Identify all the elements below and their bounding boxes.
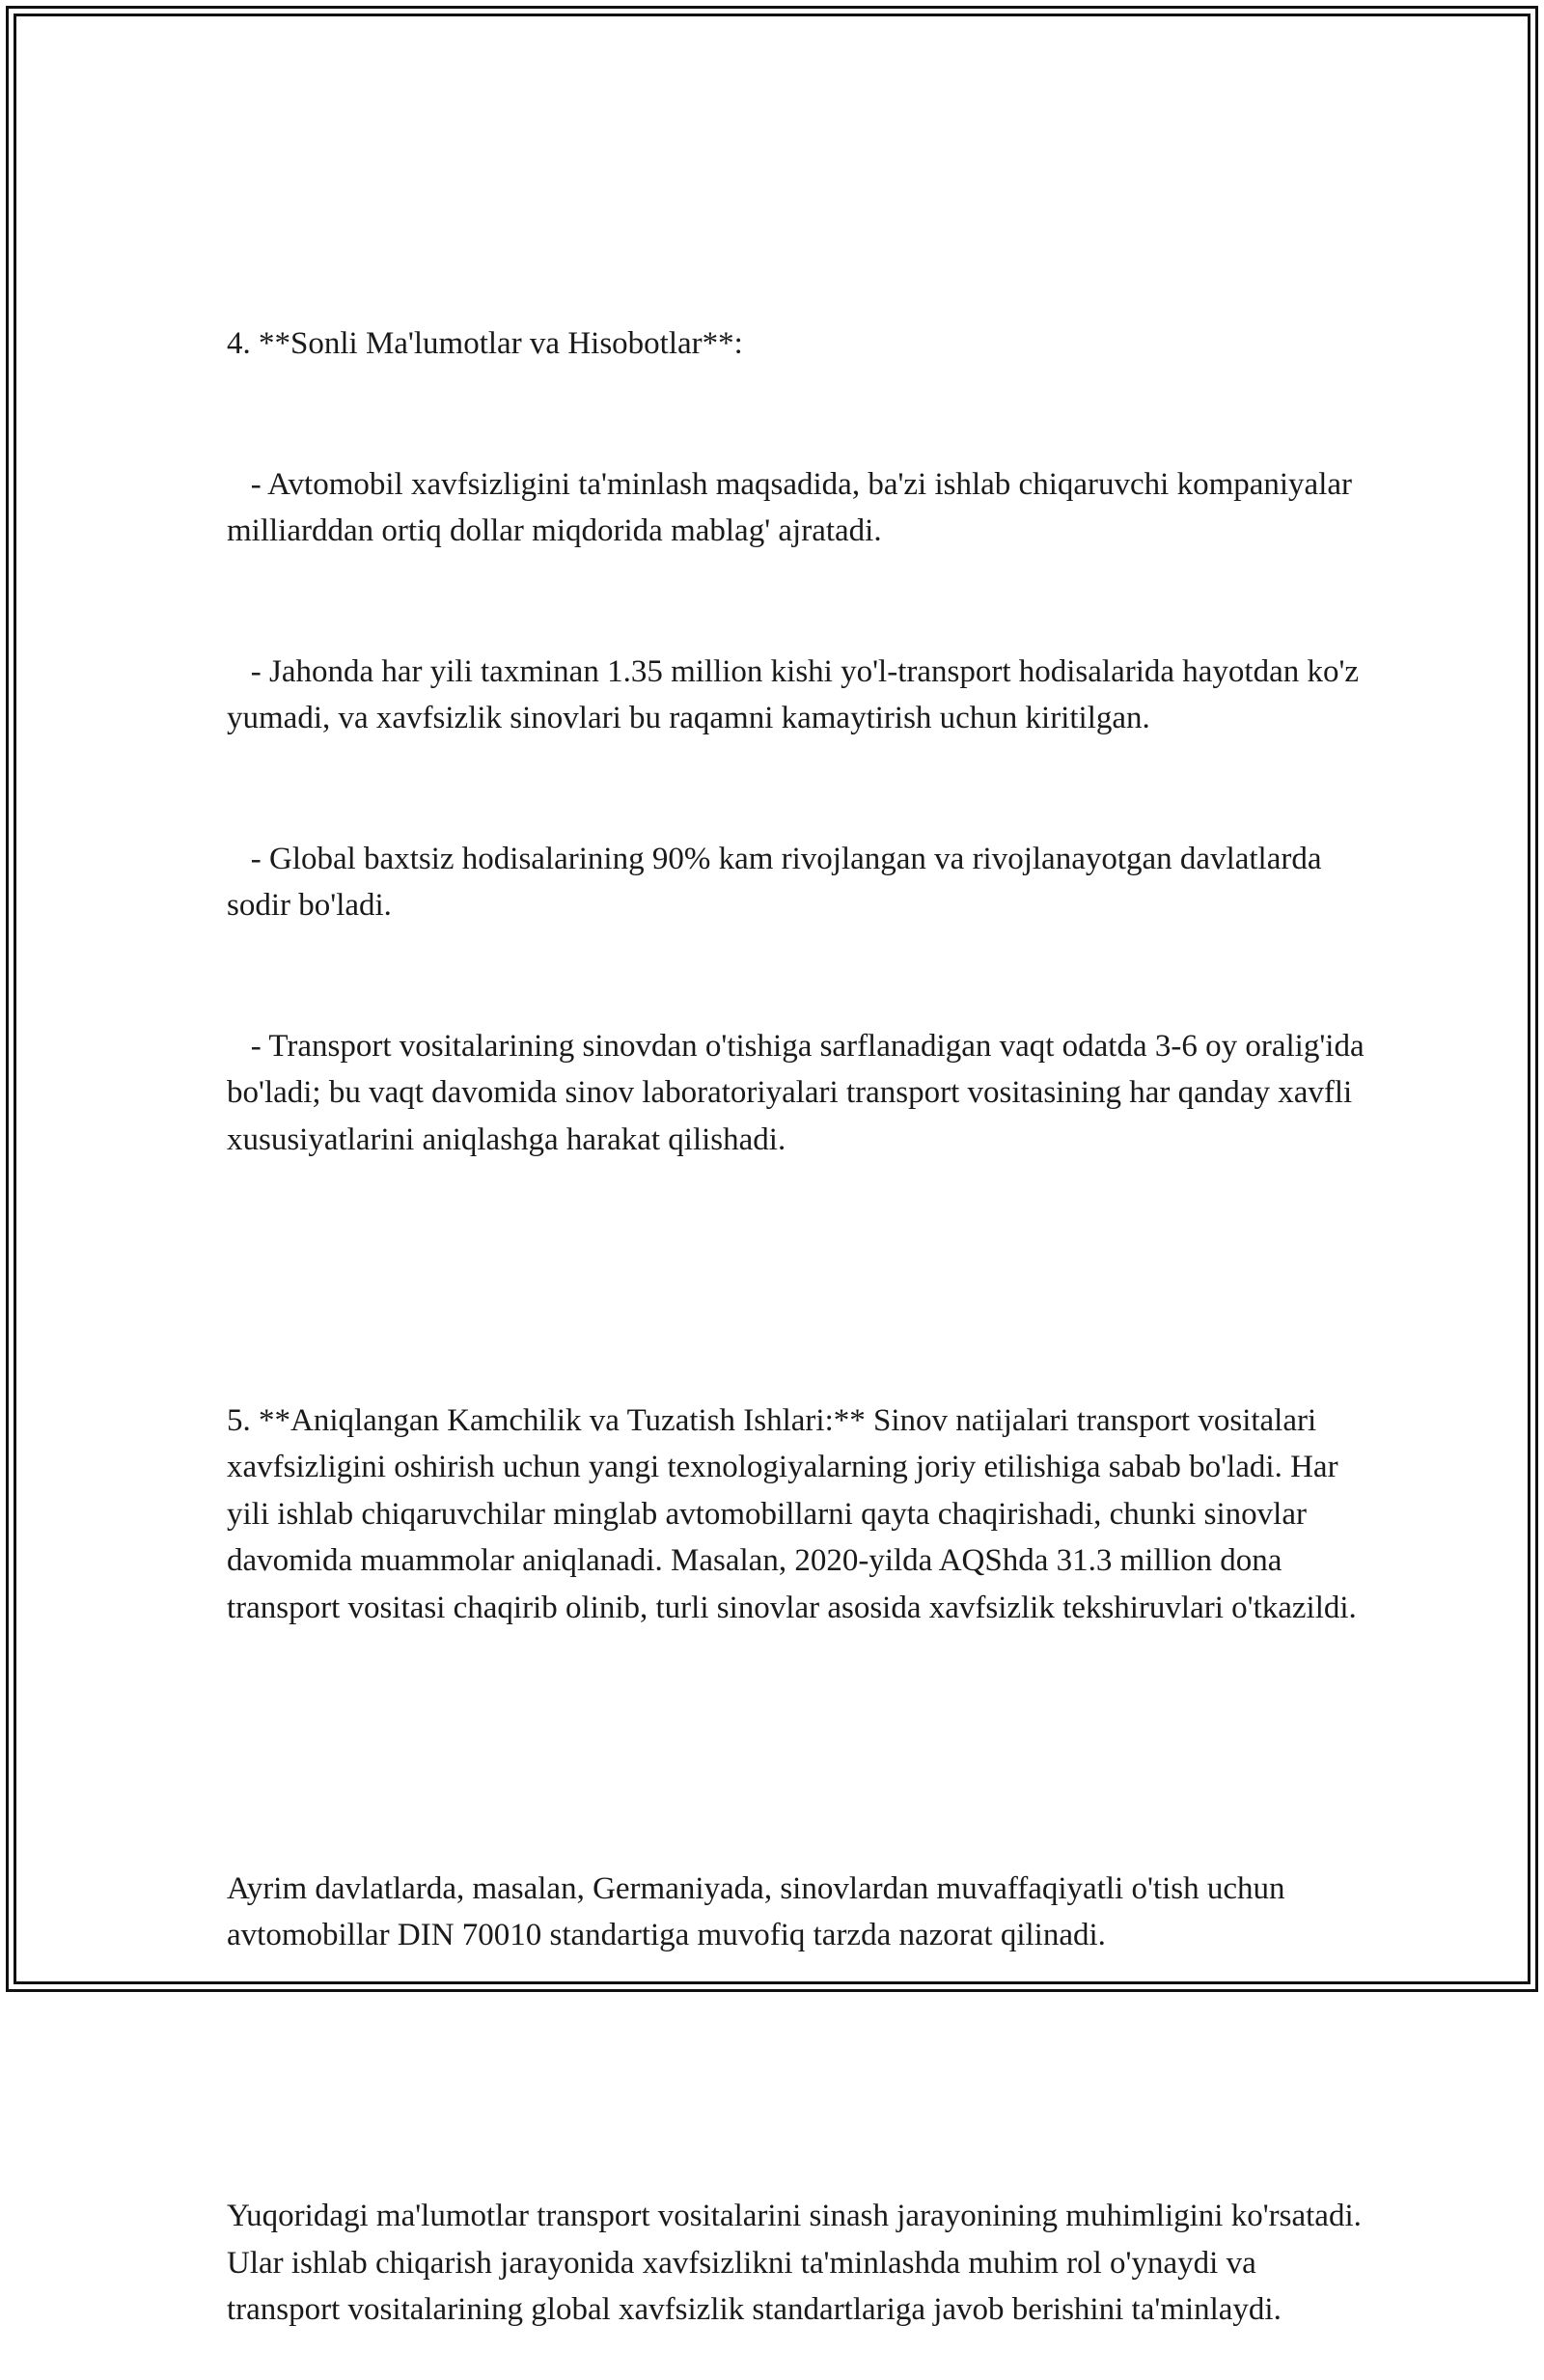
- section-4-bullet-3: - Global baxtsiz hodisalarining 90% kam rivojlangan va rivojlanayotgan davlatlarda sodir bo'ladi.: [227, 841, 1330, 923]
- germany-paragraph: Ayrim davlatlarda, masalan, Germaniyada, sinovlardan muvaffaqiyatli o'tish uchun avtomobillar DIN 70010 standartiga muvofiq tarzda nazorat qilinadi.: [227, 1870, 1293, 1952]
- section-4-bullet-1: - Avtomobil xavfsizligini ta'minlash maqsadida, ba'zi ishlab chiqaruvchi kompaniyalar milliarddan ortiq dollar miqdorida mablag' ajratadi.: [227, 466, 1361, 548]
- paragraph-spacer: [227, 1257, 1365, 1304]
- document-body: [227, 227, 1372, 2380]
- section-4-bullet-2: - Jahonda har yili taxminan 1.35 million kishi yo'l-transport hodisalarida hayotdan ko'z yumadi, va xavfsizlik sinovlari bu raqamni kamaytirish uchun kiritilgan.: [227, 653, 1367, 735]
- conclusion-paragraph: Yuqoridagi ma'lumotlar transport vositalarini sinash jarayonining muhimligini ko'rsatadi. Ular ishlab chiqarish jarayonida xavfsizlikni ta'minlashda muhim rol o'ynaydi va transport vositalarining global xavfsizlik standartlariga javob berishini ta'minlaydi.: [227, 2199, 1370, 2327]
- paragraph-spacer: [227, 1725, 1365, 1772]
- section-4-bullet-4: - Transport vositalarining sinovdan o'tishiga sarflanadigan vaqt odatda 3-6 oy oralig'ida bo'ladi; bu vaqt davomida sinov laboratoriyalari transport vositasining har qanday xavfli xususiyatlarini aniqlashga harakat qilishadi.: [227, 1028, 1372, 1157]
- paragraph-spacer: [227, 2053, 1365, 2100]
- section-5-paragraph: 5. **Aniqlangan Kamchilik va Tuzatish Ishlari:** Sinov natijalari transport vositalari xavfsizligini oshirish uchun yangi texnologiyalarning joriy etilishiga sabab bo'ladi. Har yili ishlab chiqaruvchilar minglab avtomobillarni qayta chaqirishadi, chunki sinovlar davomida muammolar aniqlanadi. Masalan, 2020-yilda AQShda 31.3 million dona transport vositasi chaqirib olinib, turli sinovlar asosida xavfsizlik tekshiruvlari o'tkazildi.: [227, 1402, 1357, 1625]
- section-4-heading: 4. **Sonli Ma'lumotlar va Hisobotlar**:: [227, 326, 743, 361]
